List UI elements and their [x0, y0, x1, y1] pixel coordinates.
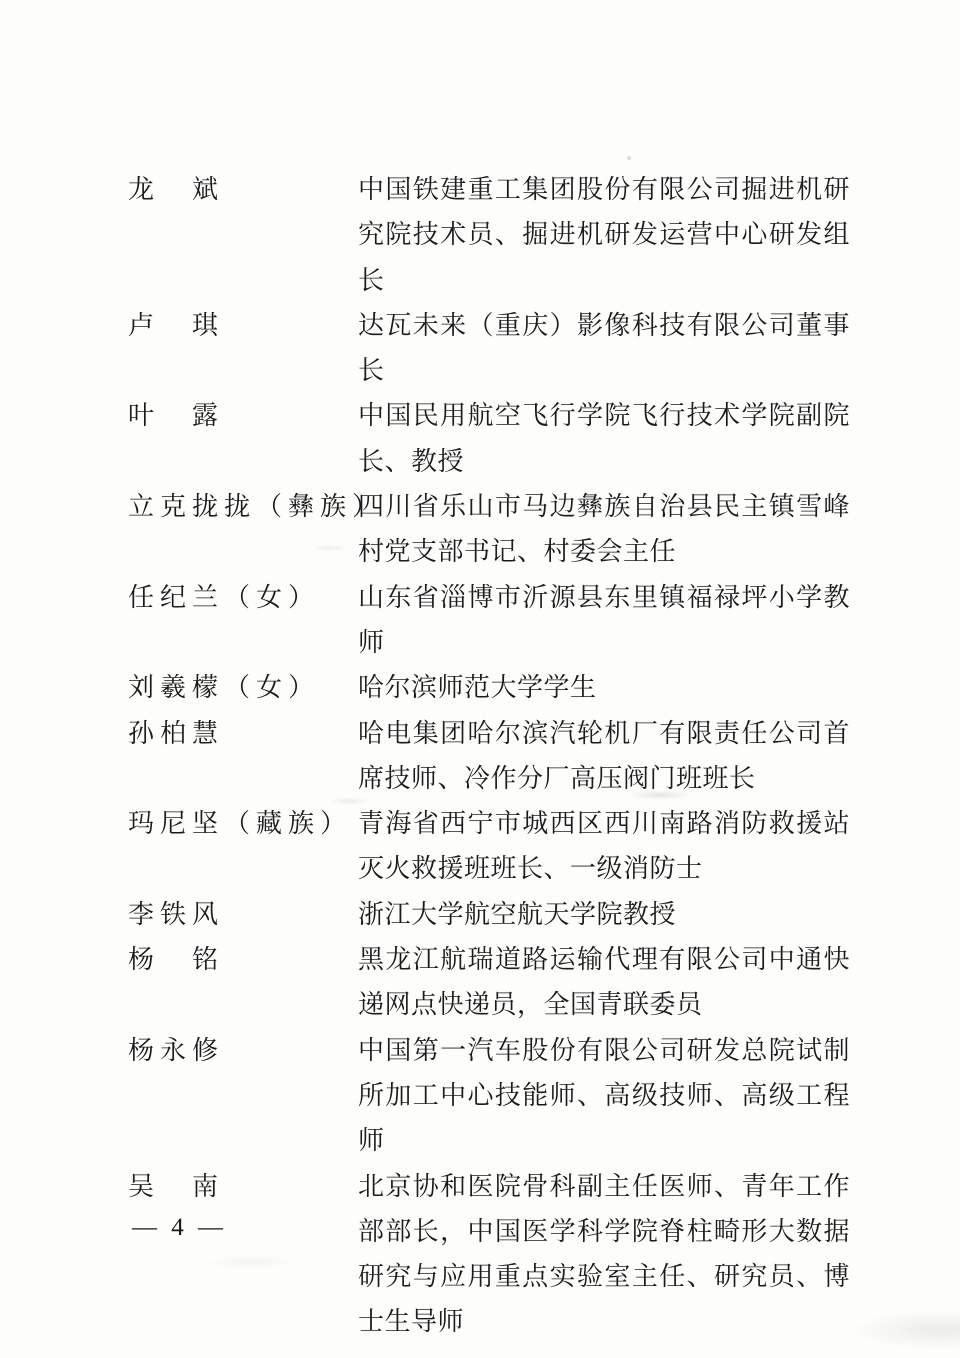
- person-name: 杨永修: [128, 1035, 225, 1065]
- page-number: — 4 —: [132, 1214, 227, 1241]
- person-title-description: 四川省乐山市马边彝族自治县民主镇雪峰村党支部书记、村委会主任: [358, 492, 850, 567]
- person-title-description: 青海省西宁市城西区西川南路消防救援站灭火救援班班长、一级消防士: [358, 809, 850, 884]
- person-title-description: 中国铁建重工集团股份有限公司掘进机研究院技术员、掘进机研发运营中心研发组长: [358, 175, 850, 295]
- roster-entry: [128, 937, 850, 1028]
- roster-entry: [128, 303, 850, 394]
- person-name: 叶 露: [128, 401, 225, 431]
- person-name: 任纪兰（女）: [128, 582, 321, 612]
- roster-entry: [128, 665, 850, 710]
- person-name: 杨 铭: [128, 945, 225, 975]
- person-name: 卢 琪: [128, 310, 225, 340]
- person-title-description: 中国第一汽车股份有限公司研发总院试制所加工中心技能师、高级技师、高级工程师: [358, 1035, 850, 1156]
- roster-entry: [128, 1028, 850, 1164]
- person-name: 立克拢拢（彝族）: [128, 492, 385, 522]
- person-title-description: 中国民用航空飞行学院飞行技术学院副院长、教授: [358, 401, 850, 476]
- person-name: 玛尼坚（藏族）: [128, 809, 353, 839]
- person-name: 刘羲檬（女）: [128, 673, 321, 703]
- person-title-description: 浙江大学航空航天学院教授: [358, 899, 677, 929]
- person-title-description: 达瓦未来（重庆）影像科技有限公司董事长: [358, 310, 850, 386]
- person-title-description: 哈电集团哈尔滨汽轮机厂有限责任公司首席技师、冷作分厂高压阀门班班长: [358, 718, 850, 793]
- person-name: 龙 斌: [128, 175, 225, 204]
- roster-entry: [128, 484, 850, 575]
- person-title-description: 哈尔滨师范大学学生: [358, 673, 597, 703]
- roster-entry: [128, 167, 850, 303]
- roster-entry: [128, 575, 850, 666]
- person-name: 吴 南: [128, 1171, 225, 1201]
- roster-entry: [128, 711, 850, 802]
- person-title-description: 黑龙江航瑞道路运输代理有限公司中通快递网点快递员，全国青联委员: [358, 945, 850, 1020]
- roster-list: [128, 167, 850, 1345]
- roster-entry: [128, 393, 850, 484]
- person-title-description: 山东省淄博市沂源县东里镇福禄坪小学教师: [358, 582, 850, 657]
- roster-entry: [128, 892, 850, 937]
- person-name: 孙柏慧: [128, 718, 225, 748]
- person-title-description: 北京协和医院骨科副主任医师、青年工作部部长，中国医学科学院脊柱畸形大数据研究与应用重点实验室主任、研究员、博士生导师: [358, 1171, 850, 1337]
- roster-entry: [128, 1164, 850, 1345]
- person-name: 李铁风: [128, 899, 225, 929]
- roster-entry: [128, 801, 850, 892]
